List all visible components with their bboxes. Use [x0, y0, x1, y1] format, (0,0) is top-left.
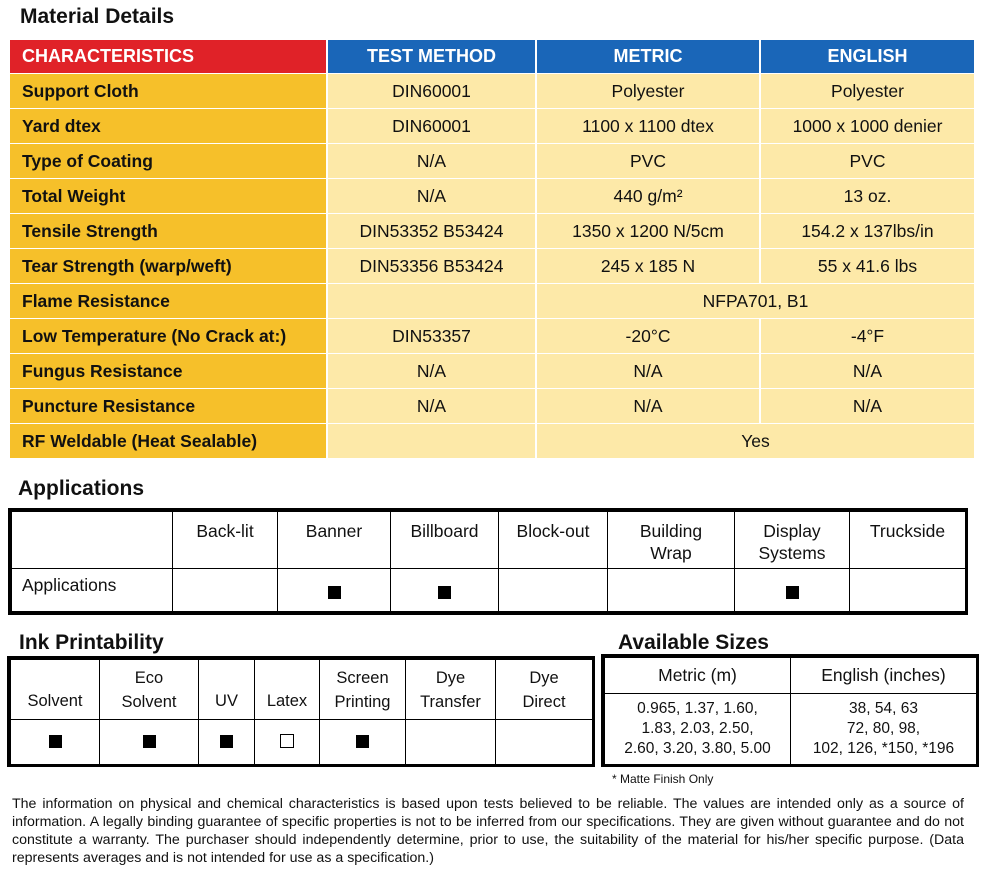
characteristic-label: Puncture Resistance: [10, 389, 328, 424]
applications-table: [11, 511, 966, 612]
test-method-cell: N/A: [328, 354, 537, 389]
ink-check-cell: [406, 720, 496, 765]
english-cell: 1000 x 1000 denier: [761, 109, 976, 144]
table-row: [10, 144, 976, 179]
application-check-cell: [173, 569, 278, 612]
filled-square-icon: [786, 586, 799, 599]
characteristic-label: Total Weight: [10, 179, 328, 214]
english-cell: 13 oz.: [761, 179, 976, 214]
ink-column-header: Eco Solvent: [100, 660, 199, 720]
characteristic-label: Type of Coating: [10, 144, 328, 179]
application-check-cell: [278, 569, 391, 612]
applications-corner-cell: [12, 512, 173, 569]
application-column-header: Display Systems: [735, 512, 850, 569]
sizes-english-values: 38, 54, 63 72, 80, 98, 102, 126, *150, *196: [791, 694, 977, 765]
test-method-cell: DIN53356 B53424: [328, 249, 537, 284]
metric-cell: -20°C: [537, 319, 761, 354]
available-sizes-title: Available Sizes: [618, 631, 769, 654]
ink-column-header: Screen Printing: [320, 660, 406, 720]
table-row: [10, 424, 976, 459]
application-column-header: Banner: [278, 512, 391, 569]
application-check-cell: [850, 569, 966, 612]
ink-check-cell: [320, 720, 406, 765]
english-cell: PVC: [761, 144, 976, 179]
material-header-2: METRIC: [537, 40, 761, 74]
test-method-cell: N/A: [328, 144, 537, 179]
metric-cell: N/A: [537, 389, 761, 424]
application-column-header: Block-out: [499, 512, 608, 569]
table-row: [10, 319, 976, 354]
filled-square-icon: [49, 735, 62, 748]
test-method-cell: DIN53352 B53424: [328, 214, 537, 249]
ink-column-header: Dye Direct: [496, 660, 593, 720]
metric-cell: N/A: [537, 354, 761, 389]
ink-printability-title: Ink Printability: [19, 631, 164, 654]
table-row: [10, 389, 976, 424]
sizes-english-header: English (inches): [791, 658, 977, 694]
test-method-cell: N/A: [328, 389, 537, 424]
material-header-0: CHARACTERISTICS: [10, 40, 328, 74]
test-method-cell: DIN60001: [328, 74, 537, 109]
table-row: [10, 109, 976, 144]
empty-square-icon: [280, 734, 294, 748]
table-row: [10, 249, 976, 284]
ink-printability-table: [10, 659, 593, 765]
english-cell: 55 x 41.6 lbs: [761, 249, 976, 284]
material-header-3: ENGLISH: [761, 40, 976, 74]
table-row: [10, 214, 976, 249]
ink-check-cell: [255, 720, 320, 765]
metric-cell: 1350 x 1200 N/5cm: [537, 214, 761, 249]
filled-square-icon: [143, 735, 156, 748]
ink-column-header: Solvent: [11, 660, 100, 720]
english-cell: N/A: [761, 354, 976, 389]
filled-square-icon: [438, 586, 451, 599]
application-column-header: Building Wrap: [608, 512, 735, 569]
characteristic-label: Fungus Resistance: [10, 354, 328, 389]
material-details-title: Material Details: [20, 5, 175, 28]
ink-check-cell: [100, 720, 199, 765]
sizes-footnote: * Matte Finish Only: [612, 772, 714, 786]
application-column-header: Truckside: [850, 512, 966, 569]
test-method-cell: DIN53357: [328, 319, 537, 354]
filled-square-icon: [356, 735, 369, 748]
application-check-cell: [735, 569, 850, 612]
material-details-table: [10, 40, 976, 459]
filled-square-icon: [220, 735, 233, 748]
ink-column-header: Latex: [255, 660, 320, 720]
test-method-cell: [328, 284, 537, 319]
metric-cell: 245 x 185 N: [537, 249, 761, 284]
application-column-header: Back-lit: [173, 512, 278, 569]
application-check-cell: [391, 569, 499, 612]
metric-cell: PVC: [537, 144, 761, 179]
characteristic-label: Tensile Strength: [10, 214, 328, 249]
test-method-cell: [328, 424, 537, 459]
ink-column-header: Dye Transfer: [406, 660, 496, 720]
sizes-metric-values: 0.965, 1.37, 1.60, 1.83, 2.03, 2.50, 2.60, 3.20, 3.80, 5.00: [605, 694, 791, 765]
metric-cell: 440 g/m²: [537, 179, 761, 214]
ink-check-cell: [496, 720, 593, 765]
table-row: [10, 179, 976, 214]
available-sizes-table: [604, 657, 977, 765]
table-row: [10, 284, 976, 319]
test-method-cell: DIN60001: [328, 109, 537, 144]
ink-check-cell: [11, 720, 100, 765]
disclaimer-text: The information on physical and chemical characteristics is based upon tests believed to be reliable. The values are intended only as a source of information. A legally binding guarantee of specific properties is not to be inferred from our specifications. They are given without guarantee and do not constitute a warranty. The purchaser should independently determine, prior to use, the suitability of the material for his/her specific purpose. (Data represents averages and is not intended for use as a specification.): [12, 796, 964, 866]
english-cell: 154.2 x 137lbs/in: [761, 214, 976, 249]
characteristic-label: Tear Strength (warp/weft): [10, 249, 328, 284]
applications-title: Applications: [18, 477, 145, 500]
test-method-cell: N/A: [328, 179, 537, 214]
material-header-1: TEST METHOD: [328, 40, 537, 74]
characteristic-label: RF Weldable (Heat Sealable): [10, 424, 328, 459]
characteristic-label: Low Temperature (No Crack at:): [10, 319, 328, 354]
application-column-header: Billboard: [391, 512, 499, 569]
merged-value-cell: Yes: [537, 424, 976, 459]
characteristic-label: Yard dtex: [10, 109, 328, 144]
application-check-cell: [608, 569, 735, 612]
characteristic-label: Flame Resistance: [10, 284, 328, 319]
applications-row-label: Applications: [12, 569, 173, 612]
english-cell: Polyester: [761, 74, 976, 109]
english-cell: -4°F: [761, 319, 976, 354]
sizes-metric-header: Metric (m): [605, 658, 791, 694]
table-row: [10, 74, 976, 109]
characteristic-label: Support Cloth: [10, 74, 328, 109]
merged-value-cell: NFPA701, B1: [537, 284, 976, 319]
table-row: [10, 354, 976, 389]
application-check-cell: [499, 569, 608, 612]
english-cell: N/A: [761, 389, 976, 424]
ink-column-header: UV: [199, 660, 255, 720]
ink-check-cell: [199, 720, 255, 765]
metric-cell: 1100 x 1100 dtex: [537, 109, 761, 144]
filled-square-icon: [328, 586, 341, 599]
metric-cell: Polyester: [537, 74, 761, 109]
